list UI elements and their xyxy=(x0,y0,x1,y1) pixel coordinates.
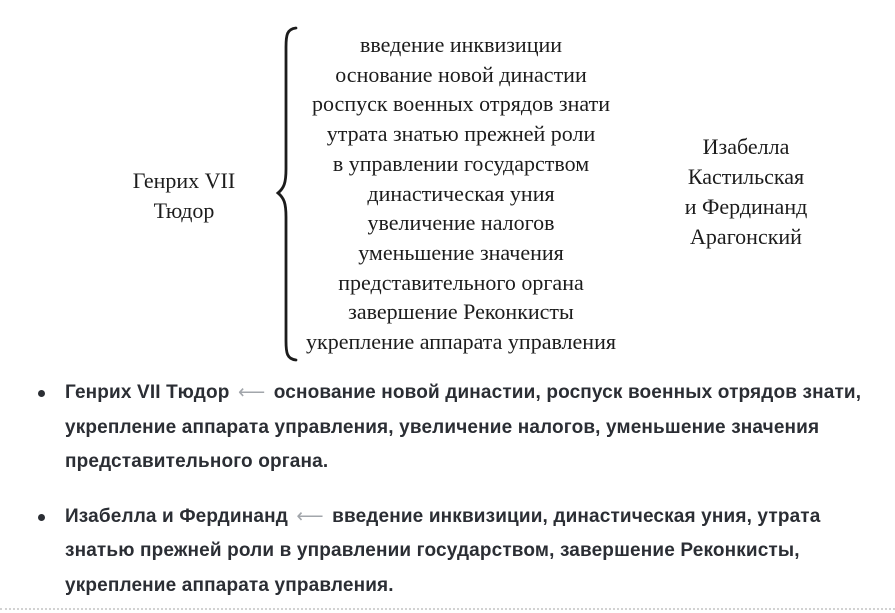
ruler-right-label-line: Изабелла xyxy=(702,134,790,159)
reform-item: уменьшение значения xyxy=(358,239,564,265)
reform-list xyxy=(294,30,628,357)
answer-bullet-text xyxy=(65,500,887,604)
reform-item: династическая уния xyxy=(367,180,555,206)
left-arrow-icon: ⟵ xyxy=(296,505,324,527)
ruler-left-label-line: Генрих VII xyxy=(132,168,236,193)
ruler-left-label xyxy=(88,166,280,226)
reform-item: основание новой династии xyxy=(335,61,587,87)
bottom-divider xyxy=(0,608,895,610)
answers-list xyxy=(38,376,890,613)
ruler-name: Изабелла и Фердинанд xyxy=(65,505,288,527)
answer-bullet-henry xyxy=(38,376,890,480)
reform-item: укрепление аппарата управления xyxy=(306,329,616,355)
answer-bullet-isabella-ferdinand xyxy=(38,500,890,604)
matched-reforms: введение инквизиции, династическая уния, утрата знатью прежней роли в управлении государством, завершение Реконкисты, укрепление аппарата управления. xyxy=(65,505,821,596)
reform-item: роспуск военных отрядов знати xyxy=(312,91,610,117)
ruler-right-label-line: Кастильская xyxy=(687,164,805,189)
ruler-left-label-line: Тюдор xyxy=(153,198,215,223)
reform-item: утрата знатью прежней роли xyxy=(326,121,596,147)
reform-item: увеличение налогов xyxy=(367,210,555,236)
bullet-marker-icon xyxy=(38,514,45,521)
ruler-right-label-line: Арагонский xyxy=(690,224,802,249)
matched-reforms: основание новой династии, роспуск военных отрядов знати, укрепление аппарата управления, увеличение налогов, уменьшение значения представительного органа. xyxy=(65,382,862,473)
reform-item: представительного органа xyxy=(338,269,584,295)
reform-item: завершение Реконкисты xyxy=(348,299,574,325)
ruler-right-label xyxy=(648,132,844,252)
reform-item: в управлении государством xyxy=(332,150,590,176)
bullet-marker-icon xyxy=(38,390,45,397)
left-arrow-icon: ⟵ xyxy=(237,382,266,403)
ruler-name: Генрих VII Тюдор xyxy=(65,382,230,403)
answer-bullet-text xyxy=(65,376,887,480)
ruler-right-label-line: и Фердинанд xyxy=(684,194,808,219)
reform-item: введение инквизиции xyxy=(359,32,563,57)
